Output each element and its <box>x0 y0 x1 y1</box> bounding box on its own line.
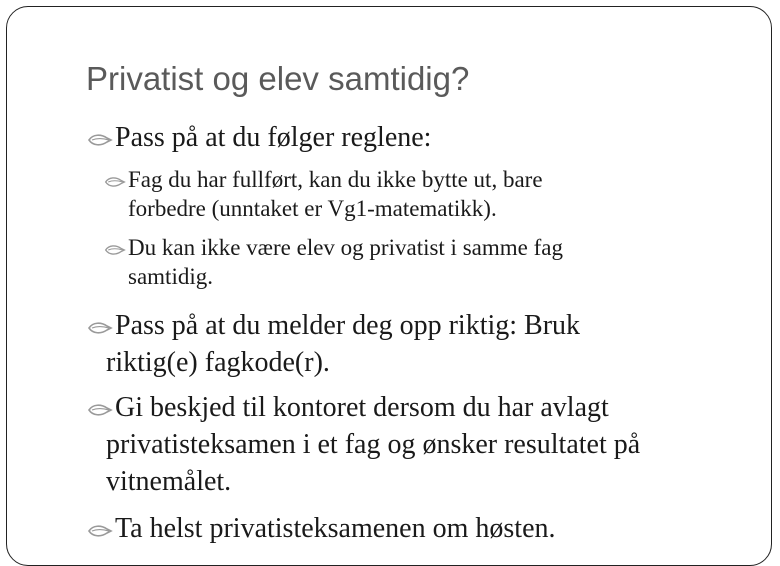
bullet-text-line: Du kan ikke være elev og privatist i samme fag <box>128 235 563 260</box>
curled-leaf-bullet-icon <box>104 244 126 256</box>
curled-leaf-bullet-icon <box>87 403 113 417</box>
bullet-text-line: forbedre (unntaket er Vg1-matematikk). <box>128 196 497 221</box>
bullet-item-6 <box>87 510 556 547</box>
bullet-text-line: vitnemålet. <box>106 466 232 497</box>
bullet-item-2 <box>104 165 543 223</box>
curled-leaf-bullet-icon <box>87 321 113 335</box>
curled-leaf-bullet-icon <box>104 176 126 188</box>
bullet-item-3 <box>104 233 563 291</box>
bullet-text-line: riktig(e) fagkode(r). <box>106 347 330 378</box>
slide-title: Privatist og elev samtidig? <box>86 60 470 97</box>
bullet-item-1 <box>87 119 431 156</box>
bullet-text-line: Gi beskjed til kontoret dersom du har avlagt <box>115 392 609 423</box>
curled-leaf-bullet-icon <box>87 133 113 147</box>
bullet-text-line: Ta helst privatisteksamenen om høsten. <box>115 513 556 544</box>
bullet-item-4 <box>87 307 580 381</box>
curled-leaf-bullet-icon <box>87 524 113 538</box>
bullet-text-line: samtidig. <box>128 264 213 289</box>
bullet-text-line: Fag du har fullført, kan du ikke bytte ut, bare <box>128 167 543 192</box>
bullet-text-line: Pass på at du melder deg opp riktig: Bruk <box>115 310 581 341</box>
bullet-text-line: privatisteksamen i et fag og ønsker resultatet på <box>106 429 641 460</box>
bullet-item-5 <box>87 389 640 500</box>
bullet-text-line: Pass på at du følger reglene: <box>115 122 432 153</box>
